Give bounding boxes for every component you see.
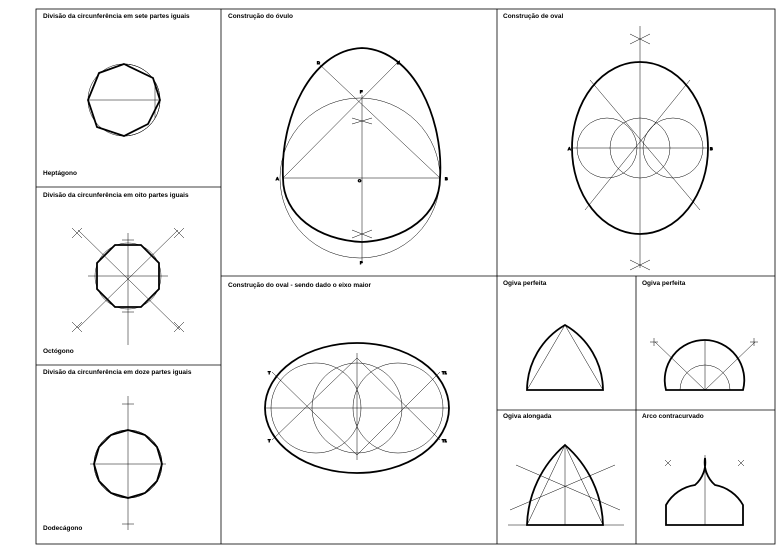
- svg-text:B: B: [710, 146, 713, 151]
- octagon-caption: Octógono: [43, 348, 74, 355]
- ovulo-title: Construção do óvulo: [228, 13, 293, 20]
- heptagon-drawing: [88, 64, 160, 136]
- svg-text:T1: T1: [442, 370, 447, 375]
- svg-text:B: B: [445, 176, 448, 181]
- svg-text:E: E: [397, 60, 400, 65]
- oval-top-drawing: [568, 26, 713, 270]
- arco-contracurvado-drawing: [665, 455, 744, 525]
- heptagon-caption: Heptágono: [43, 170, 77, 177]
- svg-text:O: O: [358, 178, 362, 183]
- ogiva-alongada-title: Ogiva alongada: [503, 413, 552, 420]
- oval-bottom-drawing: [265, 343, 449, 473]
- svg-text:A: A: [276, 176, 279, 181]
- ogiva-perfeita-1-title: Ogiva perfeita: [503, 280, 547, 287]
- dodecagon-drawing: [90, 396, 166, 530]
- octagon-title: Divisão da circunferência em oito partes iguais: [43, 192, 189, 199]
- svg-text:A: A: [568, 146, 571, 151]
- ogiva-perfeita-1-drawing: [527, 325, 603, 390]
- ogiva-perfeita-2-title: Ogiva perfeita: [642, 280, 686, 287]
- ogiva-perfeita-2-drawing: [650, 338, 758, 390]
- ogiva-alongada-drawing: [508, 445, 624, 525]
- svg-text:P: P: [360, 260, 363, 265]
- oval-top-title: Construção de oval: [503, 13, 564, 20]
- svg-text:D: D: [317, 60, 320, 65]
- arco-contracurvado-title: Arco contracurvado: [642, 413, 704, 420]
- oval-bottom-title: Construção do oval - sendo dado o eixo maior: [228, 282, 372, 289]
- svg-text:F: F: [360, 89, 363, 94]
- dodecagon-caption: Dodecágono: [43, 525, 83, 532]
- heptagon-title: Divisão da circunferência em sete partes iguais: [43, 13, 190, 20]
- svg-text:T: T: [268, 438, 271, 443]
- svg-text:T: T: [268, 370, 271, 375]
- octagon-drawing: [72, 228, 184, 345]
- ovulo-drawing: [276, 48, 448, 265]
- dodecagon-title: Divisão da circunferência em doze partes iguais: [43, 369, 192, 376]
- svg-text:T1: T1: [442, 438, 447, 443]
